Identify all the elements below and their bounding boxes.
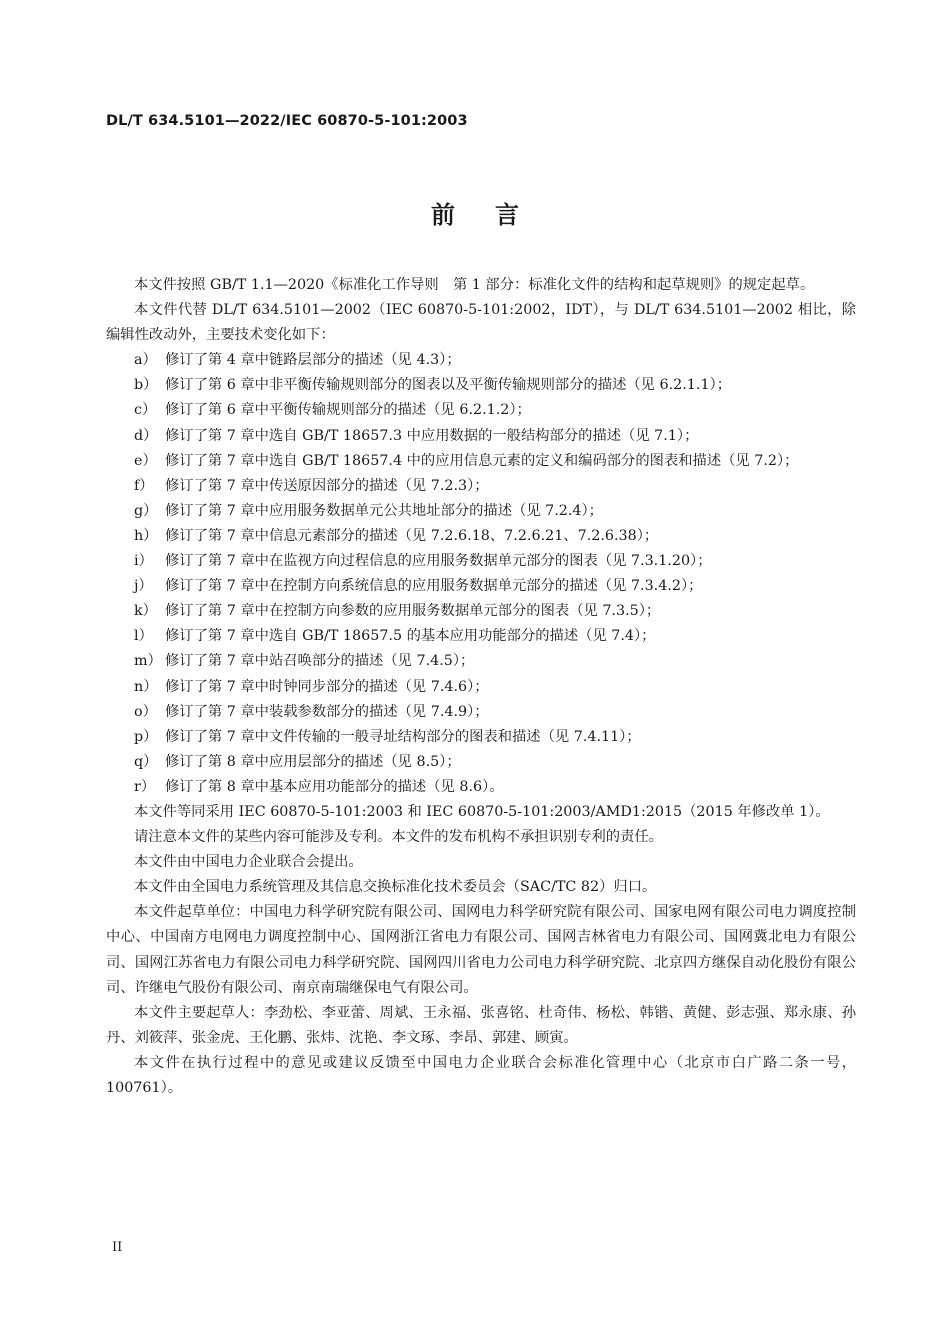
list-item-label: a） [134,352,157,369]
list-item-label: k） [134,603,157,620]
list-item-text: 修订了第 4 章中链路层部分的描述（见 4.3）； [165,352,461,369]
list-item [106,675,856,700]
list-item [106,373,856,398]
list-item-label: e） [134,452,157,469]
paragraph-replacement: 本文件代替 DL/T 634.5101—2002（IEC 60870-5-101:2002，IDT），与 DL/T 634.5101—2002 相比，除编辑性改动外，主要技术变化如下： [106,302,856,344]
standard-number-header: DL/T 634.5101—2022/IEC 60870-5-101:2003 [106,113,468,129]
list-item [106,474,856,499]
list-item-text: 修订了第 7 章中选自 GB/T 18657.4 中的应用信息元素的定义和编码部分的图表和描述（见 7.2）； [165,452,799,469]
list-item-text: 修订了第 8 章中应用层部分的描述（见 8.5）； [165,753,461,770]
list-item-label: r） [134,778,156,795]
list-item-text: 修订了第 7 章中应用服务数据单元公共地址部分的描述（见 7.2.4）； [165,502,603,519]
list-item-label: b） [134,377,158,394]
list-item [106,549,856,574]
list-item-text: 修订了第 7 章中装载参数部分的描述（见 7.4.9）； [165,703,489,720]
paragraph-feedback: 本文件在执行过程中的意见或建议反馈至中国电力企业联合会标准化管理中心（北京市白广路二条一号，100761）。 [106,1054,856,1096]
list-item [106,449,856,474]
paragraph-adoption: 本文件等同采用 IEC 60870-5-101:2003 和 IEC 60870-5-101:2003/AMD1:2015（2015 年修改单 1）。 [134,803,830,820]
list-item-label: g） [134,502,158,519]
list-item-text: 修订了第 7 章中传送原因部分的描述（见 7.2.3）； [165,477,489,494]
list-item-text: 修订了第 7 章中在控制方向参数的应用服务数据单元部分的图表（见 7.3.5）； [165,603,661,620]
list-item [106,574,856,599]
list-item-label: f） [134,477,154,494]
paragraph-under-jurisdiction: 本文件由全国电力系统管理及其信息交换标准化技术委员会（SAC/TC 82）归口。 [134,879,657,896]
paragraph-proposed-by: 本文件由中国电力企业联合会提出。 [134,854,363,871]
list-item-label: d） [134,427,158,444]
list-item-label: j） [134,578,153,595]
list-item [106,348,856,373]
changes-list [106,348,856,800]
list-item-text: 修订了第 7 章中时钟同步部分的描述（见 7.4.6）； [165,678,489,695]
list-item-text: 修订了第 6 章中平衡传输规则部分的描述（见 6.2.1.2）； [165,402,531,419]
page-number: II [112,1240,123,1255]
list-item-text: 修订了第 7 章中选自 GB/T 18657.5 的基本应用功能部分的描述（见 7.4）； [165,628,656,645]
foreword-body [106,273,856,1101]
list-item-label: h） [134,527,158,544]
paragraph-drafting-units: 本文件起草单位：中国电力科学研究院有限公司、国网电力科学研究院有限公司、国家电网有限公司电力调度控制中心、中国南方电网电力调度控制中心、国网浙江省电力有限公司、国网吉林省电力有限公司、国网冀北电力有限公司、国网江苏省电力有限公司电力科学研究院、国网四川省电力公司电力科学研究院、北京四方继保自动化股份有限公司、许继电气股份有限公司、南京南瑞继保电气有限公司。 [106,904,856,996]
list-item-text: 修订了第 6 章中非平衡传输规则部分的图表以及平衡传输规则部分的描述（见 6.2.1.1）； [165,377,731,394]
list-item-text: 修订了第 7 章中在控制方向系统信息的应用服务数据单元部分的描述（见 7.3.4.2）； [165,578,703,595]
list-item-text: 修订了第 7 章中选自 GB/T 18657.3 中应用数据的一般结构部分的描述（见 7.1）； [165,427,699,444]
list-item-label: c） [134,402,157,419]
list-item [106,424,856,449]
list-item [106,725,856,750]
list-item-text: 修订了第 7 章中站召唤部分的描述（见 7.4.5）； [165,653,475,670]
page-title: 前言 [431,201,559,229]
list-item [106,775,856,800]
list-item-label: l） [134,628,153,645]
list-item [106,499,856,524]
list-item-label: n） [134,678,158,695]
paragraph-drafting-rules: 本文件按照 GB/T 1.1—2020《标准化工作导则 第 1 部分：标准化文件的结构和起草规则》的规定起草。 [134,277,815,293]
list-item-text: 修订了第 8 章中基本应用功能部分的描述（见 8.6）。 [165,778,504,795]
list-item-text: 修订了第 7 章中信息元素部分的描述（见 7.2.6.18、7.2.6.21、7.2.6.38）； [165,527,659,544]
list-item-label: q） [134,753,158,770]
list-item [106,599,856,624]
paragraph-patent-notice: 请注意本文件的某些内容可能涉及专利。本文件的发布机构不承担识别专利的责任。 [134,829,663,846]
list-item-text: 修订了第 7 章中文件传输的一般寻址结构部分的图表和描述（见 7.4.11）； [165,728,641,745]
list-item [106,649,856,674]
list-item [106,524,856,549]
list-item [106,700,856,725]
list-item [106,398,856,423]
list-item [106,624,856,649]
list-item-text: 修订了第 7 章中在监视方向过程信息的应用服务数据单元部分的图表（见 7.3.1.20）； [165,553,712,570]
list-item-label: i） [134,553,153,570]
list-item [106,750,856,775]
list-item-label: m） [134,653,162,670]
list-item-label: p） [134,728,158,745]
paragraph-main-drafters: 本文件主要起草人：李劲松、李亚蕾、周斌、王永福、张喜铭、杜奇伟、杨松、韩锴、黄健、彭志强、郑永康、孙丹、刘筱萍、张金虎、王化鹏、张炜、沈艳、李文琢、李昂、郭建、顾寅。 [106,1004,856,1046]
list-item-label: o） [134,703,157,720]
